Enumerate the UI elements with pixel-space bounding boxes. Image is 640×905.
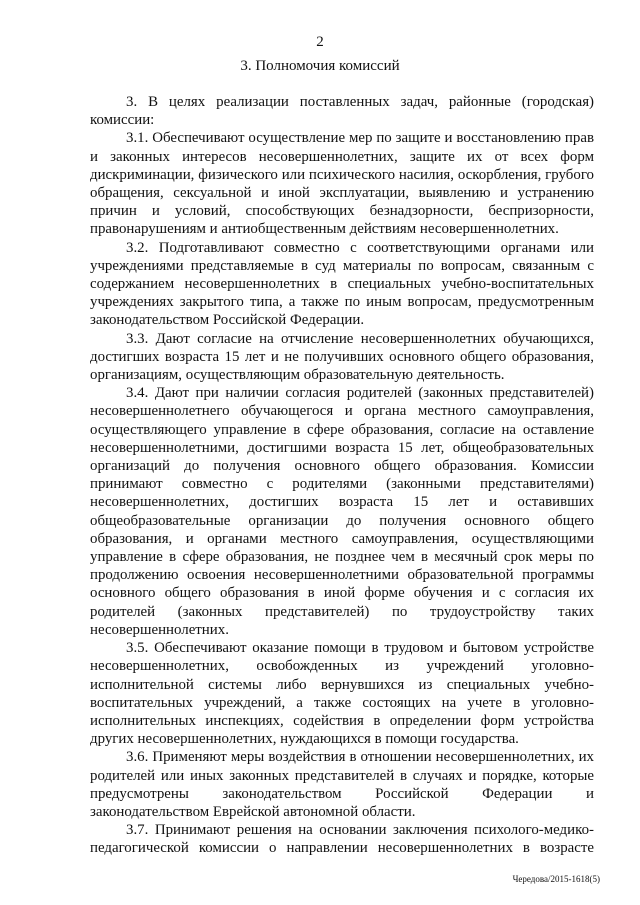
paragraph-3-6: 3.6. Применяют меры воздействия в отношении несовершеннолетних, их родителей или иных законных представителей в случаях и порядке, которые предусмотрены законодательством Российской Федерации и законодательством Еврейской автономной области. <box>90 749 594 820</box>
paragraph-3-5: 3.5. Обеспечивают оказание помощи в трудовом и бытовом устройстве несовершеннолетних, освобожденных из учреждений уголовно-исполнительной системы либо вернувшихся из специальных учебно-воспитательных учреждений, а также состоящих на учете в уголовно-исполнительных инспекциях, содействия в определении форм устройства других несовершеннолетних, нуждающихся в помощи государства. <box>90 640 594 748</box>
paragraph-3-3: 3.3. Дают согласие на отчисление несовершеннолетних обучающихся, достигших возраста 15 лет и не получивших основного общего образования, организациям, осуществляющим образовательную деятельность. <box>90 330 594 384</box>
paragraph-3-intro: 3. В целях реализации поставленных задач, районные (городская) комиссии: <box>90 94 594 129</box>
paragraph-3-2: 3.2. Подготавливают совместно с соответствующими органами или учреждениями представляемые в суд материалы по вопросам, связанным с содержанием несовершеннолетних в специальных учебно-воспитательных учреждениях закрытого типа, а также по иным вопросам, предусмотренным законодательством Российской Федерации. <box>90 239 594 329</box>
paragraph-3-4: 3.4. Дают при наличии согласия родителей (законных представителей) несовершеннолетнего обучающегося и органа местного самоуправления, осуществляющего управление в сфере образования, согласие на оставление несовершеннолетними, достигшими возраста 15 лет, общеобразовательных организаций до получения основного общего образования. Комиссии принимают совместно с родителями (законными представителями) несовершеннолетних, достигших возраста 15 лет и оставивших общеобразовательные организации до получения основного общего образования, и органами местного самоуправления, осуществляющими управление в сфере образования, не позднее чем в месячный срок меры по продолжению освоения несовершеннолетними образовательной программы основного общего образования в иной форме обучения и с согласия их родителей (законных представителей) по трудоустройству таких несовершеннолетних. <box>90 385 594 638</box>
section-title: 3. Полномочия комиссий <box>240 58 400 74</box>
paragraph-3-1: 3.1. Обеспечивают осуществление мер по защите и восстановлению прав и законных интересов несовершеннолетних, защите их от всех форм дискриминации, физического или психического насилия, оскорбления, грубого обращения, сексуальной и иной эксплуатации, выявлению и устранению причин и условий, способствующих безнадзорности, беспризорности, правонарушениям и антиобщественным действиям несовершеннолетних. <box>90 130 594 238</box>
document-footer-code: Чередова/2015-1618(5) <box>512 874 600 884</box>
paragraph-3-7: 3.7. Принимают решения на основании заключения психолого-медико-педагогической комиссии о направлении несовершеннолетних в возрасте <box>90 822 594 857</box>
page-number: 2 <box>316 34 324 50</box>
document-body <box>90 93 594 858</box>
